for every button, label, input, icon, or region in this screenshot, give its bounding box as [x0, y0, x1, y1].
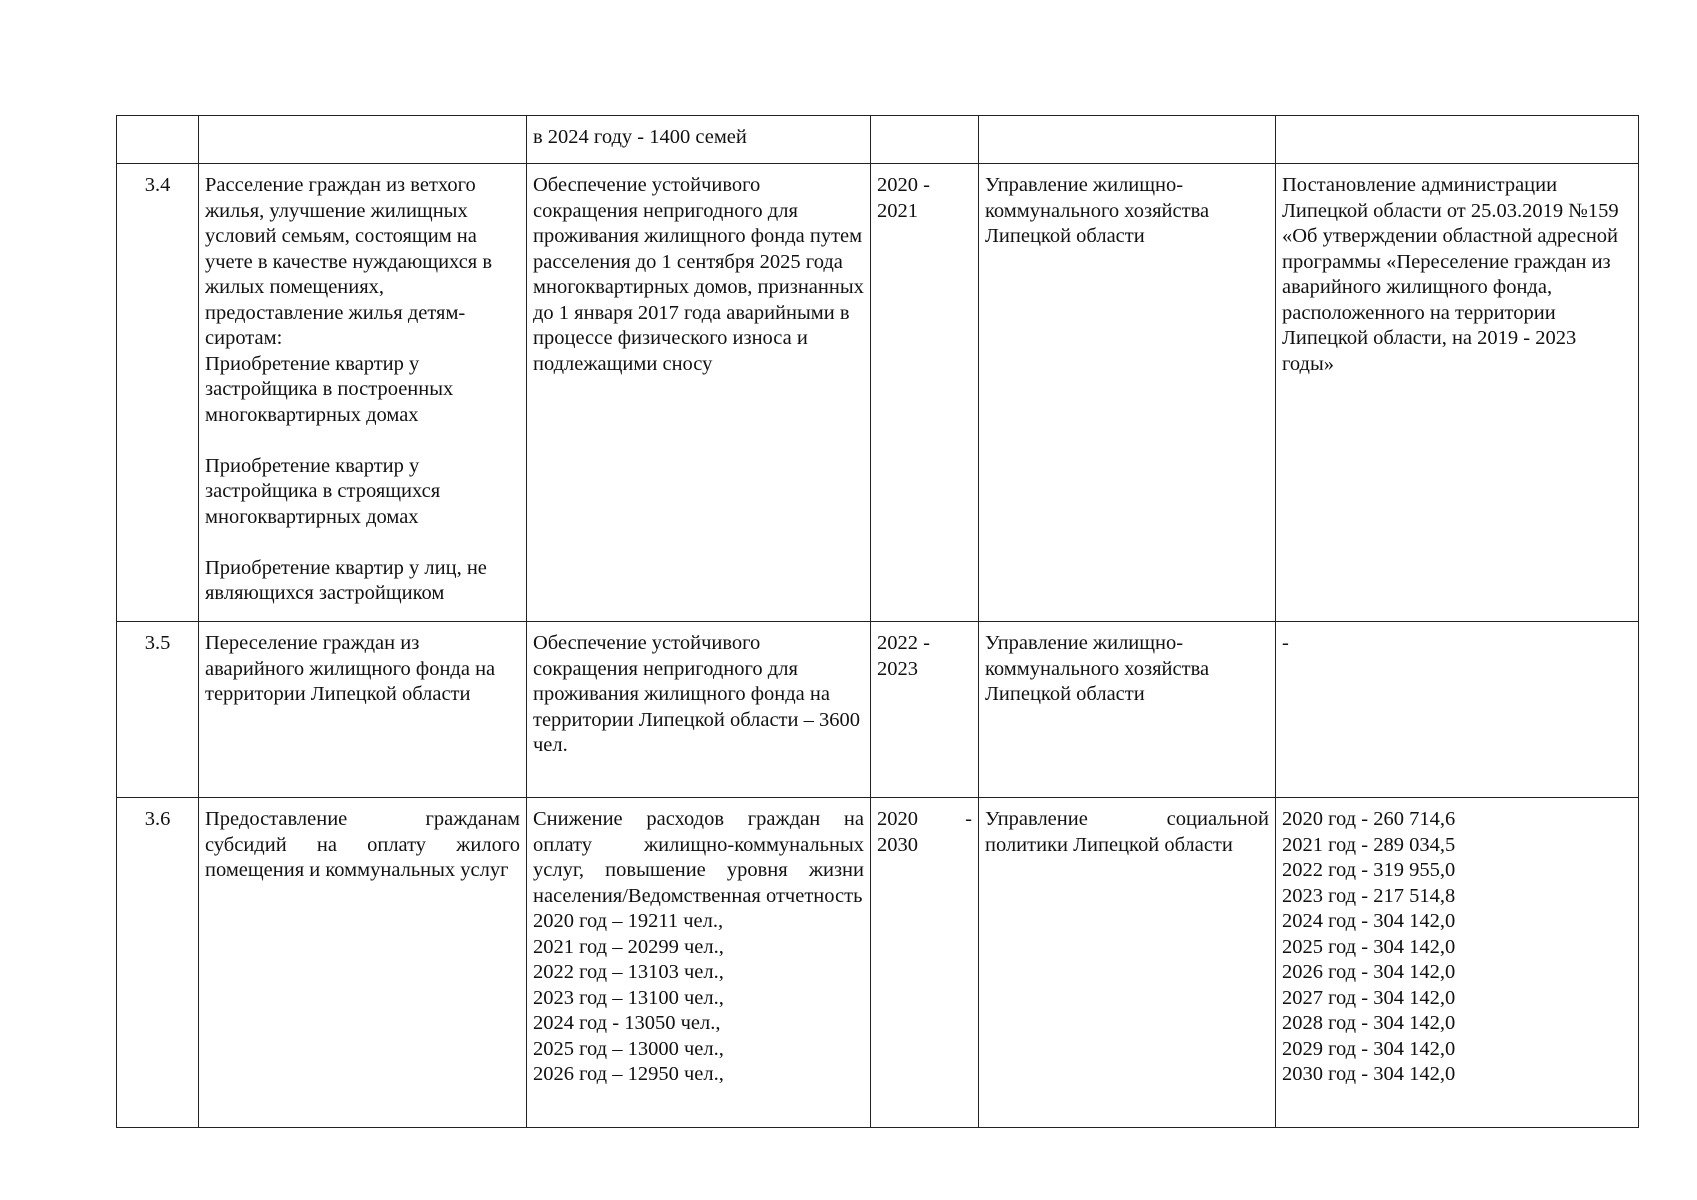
event-text: Приобретение квартир у застройщика в строящихся многоквартирных домах	[205, 454, 441, 528]
result-year-line: 2022 год – 13103 чел.,	[533, 961, 724, 983]
result-year-line: 2026 год – 12950 чел.,	[533, 1063, 724, 1085]
cell-executor: Управление жилищно-коммунального хозяйства Липецкой области	[979, 164, 1276, 622]
period-start: 2020	[877, 808, 918, 830]
cell-result: Обеспечение устойчивого сокращения непригодного для проживания жилищного фонда на территории Липецкой области – 3600 чел.	[527, 622, 871, 798]
result-year-line: 2024 год - 13050 чел.,	[533, 1012, 721, 1034]
cell-period	[871, 116, 979, 164]
table-row	[117, 164, 1639, 622]
cell-finance	[1276, 116, 1639, 164]
cell-executor: Управление жилищно-коммунального хозяйства Липецкой области	[979, 622, 1276, 798]
event-text: Расселение граждан из ветхого жилья, улучшение жилищных условий семьям, состоящим на учете в качестве нуждающихся в жилых помещениях, предоставление жилья детям-сиротам: Приобретение квартир у застройщика в построенных многоквартирных домах	[205, 174, 493, 426]
cell-num: 3.4	[117, 164, 199, 622]
result-year-line: 2025 год – 13000 чел.,	[533, 1037, 724, 1060]
cell-period: 2020 - 2021	[871, 164, 979, 622]
cell-num: 3.5	[117, 622, 199, 798]
result-year-line: 2023 год – 13100 чел.,	[533, 986, 724, 1009]
spacer	[205, 428, 520, 454]
cell-result: в 2024 году - 1400 семей	[527, 116, 871, 164]
finance-line: 2023 год - 217 514,8	[1282, 884, 1456, 907]
cell-period	[871, 798, 979, 1128]
result-year-line: 2020 год – 19211 чел.,	[533, 910, 724, 932]
finance-line: 2025 год - 304 142,0	[1282, 935, 1456, 958]
table-row	[117, 622, 1639, 798]
finance-line: 2021 год - 289 034,5	[1282, 833, 1456, 856]
cell-num	[117, 116, 199, 164]
period-start-line	[877, 807, 972, 833]
finance-line: 2024 год - 304 142,0	[1282, 910, 1456, 932]
period-dash: -	[965, 808, 972, 830]
finance-line: 2022 год - 319 955,0	[1282, 859, 1456, 881]
finance-line: 2028 год - 304 142,0	[1282, 1012, 1456, 1034]
finance-line: 2026 год - 304 142,0	[1282, 961, 1456, 983]
cell-event: Предоставление гражданам субсидий на оплату жилого помещения и коммунальных услуг	[199, 798, 527, 1128]
program-table	[116, 115, 1639, 1128]
cell-executor: Управление социальной политики Липецкой области	[979, 798, 1276, 1128]
event-text: Приобретение квартир у лиц, не являющихся застройщиком	[205, 556, 487, 604]
cell-event	[199, 116, 527, 164]
period-end: 2030	[877, 833, 918, 856]
cell-finance: Постановление администрации Липецкой области от 25.03.2019 №159 «Об утверждении областной адресной программы «Переселение граждан из аварийного жилищного фонда, расположенного на территории Липецкой области, на 2019 - 2023 годы»	[1276, 164, 1639, 622]
finance-line: 2027 год - 304 142,0	[1282, 986, 1456, 1009]
finance-line: 2029 год - 304 142,0	[1282, 1037, 1456, 1060]
table-row	[117, 798, 1639, 1128]
cell-executor	[979, 116, 1276, 164]
cell-event	[199, 164, 527, 622]
spacer	[205, 530, 520, 556]
cell-finance	[1276, 798, 1639, 1128]
cell-num: 3.6	[117, 798, 199, 1128]
cell-finance: -	[1276, 622, 1639, 798]
finance-line: 2030 год - 304 142,0	[1282, 1063, 1456, 1085]
cell-result	[527, 798, 871, 1128]
cell-result: Обеспечение устойчивого сокращения непригодного для проживания жилищного фонда путем расселения до 1 сентября 2025 года многоквартирных домов, признанных до 1 января 2017 года аварийными в процессе физического износа и подлежащими сносу	[527, 164, 871, 622]
result-year-line: 2021 год – 20299 чел.,	[533, 935, 724, 958]
result-intro: Снижение расходов граждан на оплату жилищно-коммунальных услуг, повышение уровня жизни населения/Ведомственная отчетность	[533, 808, 864, 907]
cell-period: 2022 - 2023	[871, 622, 979, 798]
table-row	[117, 116, 1639, 164]
cell-event: Переселение граждан из аварийного жилищного фонда на территории Липецкой области	[199, 622, 527, 798]
finance-line: 2020 год - 260 714,6	[1282, 808, 1456, 830]
